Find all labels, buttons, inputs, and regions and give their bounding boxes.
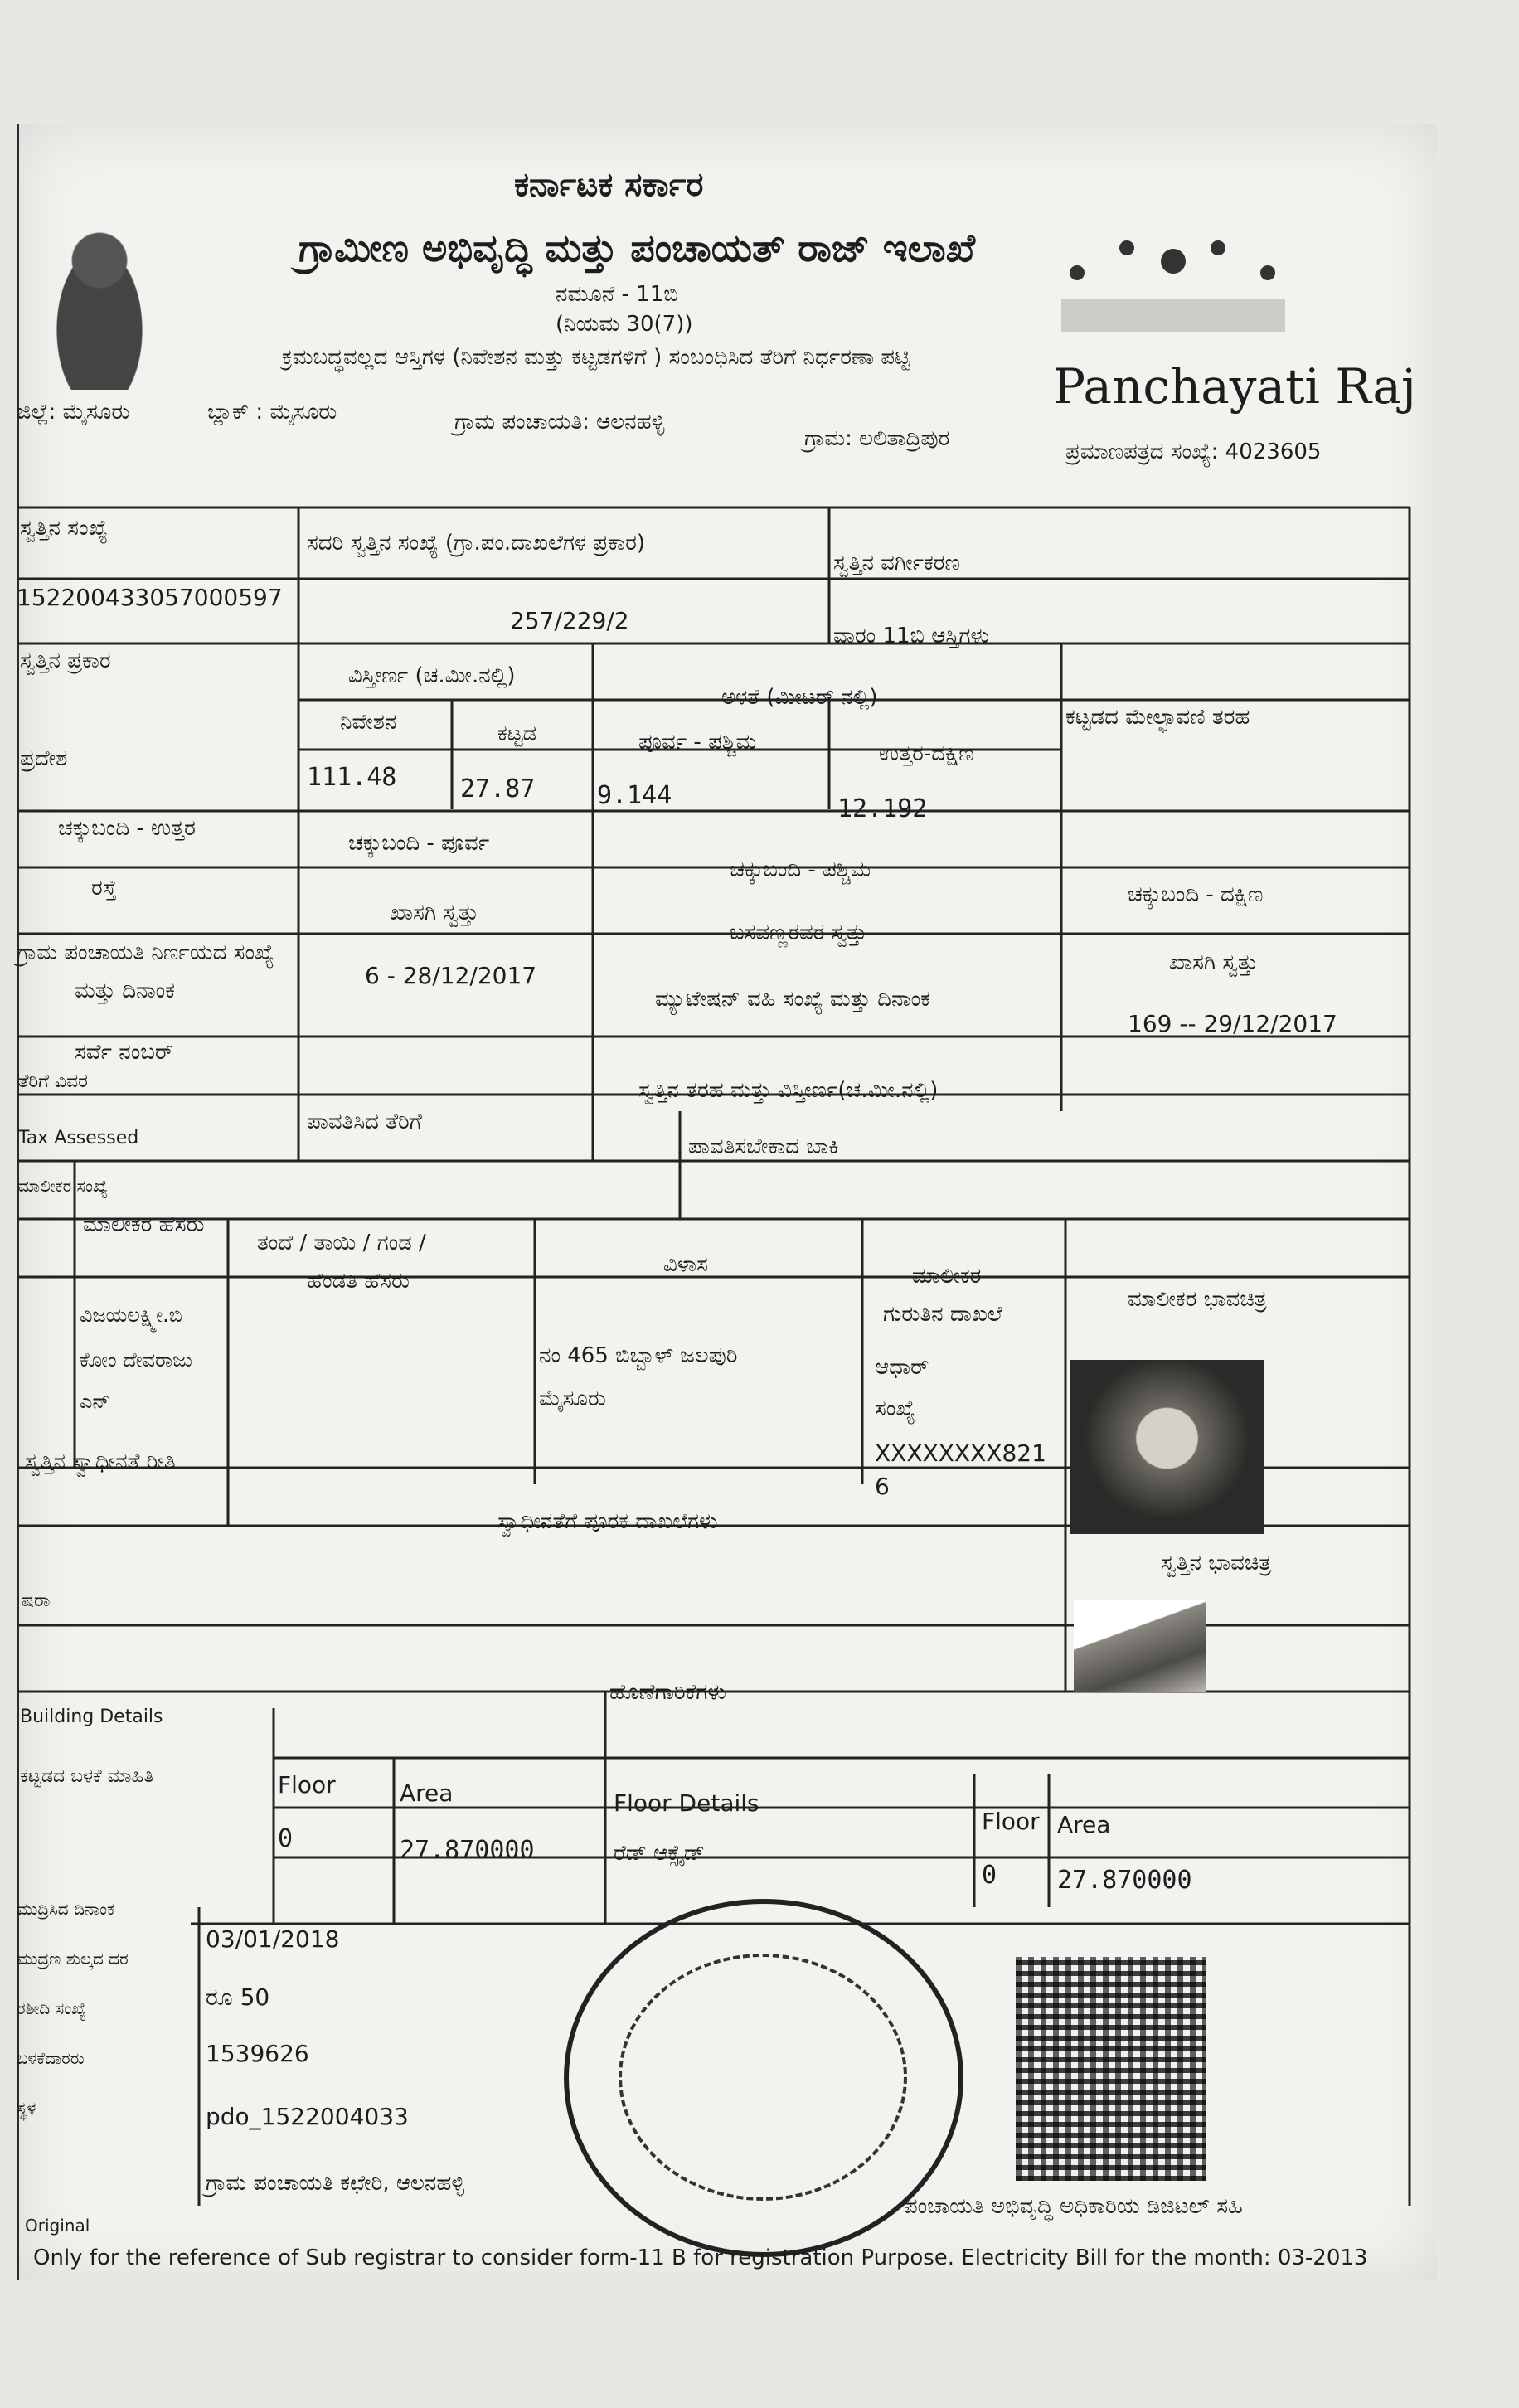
owner-id-3: XXXXXXXX821 <box>875 1439 1046 1467</box>
area-label: ವಿಸ್ತೀರ್ಣ (ಚ.ಮೀ.ನಲ್ಲಿ) <box>348 663 516 688</box>
right-floor-header: Floor <box>982 1808 1040 1835</box>
place-label: ಸ್ಥಳ <box>17 2098 36 2118</box>
north-boundary-label: ಚಕ್ಕುಬಂದಿ - ಉತ್ತರ <box>58 816 196 841</box>
department-title: ಗ್ರಾಮೀಣ ಅಭಿವೃದ್ಧಿ ಮತ್ತು ಪಂಚಾಯತ್ ರಾಜ್ ಇಲಾಖೆ <box>298 226 975 270</box>
floor-detail-value: ರೆಡ್ ಆಕ್ಸೈಡ್ <box>614 1841 705 1866</box>
village: ಗ್ರಾಮ: ಲಲಿತಾದ್ರಿಪುರ <box>804 426 950 451</box>
south-boundary-value: ಖಾಸಗಿ ಸ್ವತ್ತು <box>1169 950 1259 975</box>
building-area-value: 27.87 <box>460 774 536 803</box>
rule-number: (ನಿಯಮ 30(7)) <box>556 312 693 337</box>
measure-label: ಅಳತೆ (ಮೀಟರ್ ನಲ್ಲಿ) <box>721 685 878 710</box>
user-label: ಬಳಕೆದಾರರು <box>17 2048 85 2068</box>
tax-label: ತೆರಿಗೆ ವಿವರ <box>18 1071 88 1092</box>
east-west-value: 9.144 <box>597 781 672 810</box>
owner-name-label: ಮಾಲೀಕರ ಹೆಸರು <box>83 1212 205 1237</box>
property-photo-label: ಸ್ವತ್ತಿನ ಭಾವಚಿತ್ರ <box>1161 1551 1272 1575</box>
user-value: pdo_1522004033 <box>206 2103 409 2130</box>
print-date-value: 03/01/2018 <box>206 1925 340 1953</box>
tax-due-label: ಪಾವತಿಸಬೇಕಾದ ಬಾಕಿ <box>688 1134 839 1159</box>
sadari-value: 257/229/2 <box>510 607 629 634</box>
building-label: ಕಟ್ಟಡ <box>497 721 537 746</box>
resolution-value: 6 - 28/12/2017 <box>365 962 537 989</box>
original-mark: Original <box>25 2216 90 2236</box>
property-id-value: 152200433057000597 <box>17 584 283 611</box>
mutation-value: 169 -- 29/12/2017 <box>1128 1010 1337 1037</box>
office-value: ಗ್ರಾಮ ಪಂಚಾಯತಿ ಕಛೇರಿ, ಆಲನಹಳ್ಳಿ <box>206 2171 465 2196</box>
owner-name-2: ಕೋಂ ದೇವರಾಜು <box>80 1348 192 1371</box>
tax-assessed-label: Tax Assessed <box>18 1128 139 1148</box>
relation-label-2: ಹೆಂಡತಿ ಹೆಸರು <box>307 1269 410 1294</box>
property-type-label: ಸ್ವತ್ತಿನ ಪ್ರಕಾರ <box>20 648 111 673</box>
floor-details-header: Floor Details <box>614 1789 760 1817</box>
form-number: ನಮೂನೆ - 11ಬಿ <box>556 282 678 307</box>
resolution-date-label: ಮತ್ತು ದಿನಾಂಕ <box>75 978 175 1003</box>
roof-type-label: ಕಟ್ಟಡದ ಮೇಲ್ಛಾವಣಿ ತರಹ <box>1065 705 1250 730</box>
owner-photo <box>1070 1360 1264 1534</box>
north-south-label: ಉತ್ತರ-ದಕ್ಷಿಣ <box>879 741 974 766</box>
resolution-label: ಗ್ರಾಮ ಪಂಚಾಯತಿ ನಿರ್ಣಯದ ಸಂಖ್ಯೆ <box>17 940 274 965</box>
floor-value: 0 <box>278 1824 294 1853</box>
building-details-label: Building Details <box>20 1706 163 1727</box>
floor-header: Floor <box>278 1771 336 1799</box>
receipt-value: 1539626 <box>206 2040 309 2067</box>
sadari-label: ಸದರಿ ಸ್ವತ್ತಿನ ಸಂಖ್ಯೆ (ಗ್ರಾ.ಪಂ.ದಾಖಲೆಗಳ ಪ್ರಕಾರ) <box>307 531 645 556</box>
owner-id-label: ಮಾಲೀಕರ <box>912 1264 982 1289</box>
survey-number-label: ಸರ್ವೆ ನಂಬರ್ <box>75 1040 174 1065</box>
tax-paid-label: ಪಾವತಿಸಿದ ತೆರಿಗೆ <box>307 1109 422 1134</box>
east-west-label: ಪೂರ್ವ - ಪಶ್ಚಿಮ <box>638 730 757 755</box>
north-south-value: 12.192 <box>837 794 928 823</box>
site-label: ನಿವೇಶನ <box>340 710 397 735</box>
classification-label: ಸ್ವತ್ತಿನ ವರ್ಗೀಕರಣ <box>833 551 960 575</box>
panchayati-raj-text: Panchayati Raj <box>1053 358 1416 415</box>
west-boundary-label: ಚಕ್ಕುಬಂದಿ - ಪಶ್ಚಿಮ <box>730 857 871 882</box>
gram-panchayat: ಗ್ರಾಮ ಪಂಚಾಯತಿ: ಆಲನಹಳ್ಳಿ <box>454 410 665 435</box>
print-fee-value: ರೂ 50 <box>206 1983 270 2011</box>
registration-note: Only for the reference of Sub registrar to consider form-11 B for registration Purpose. Electricity Bill for the month: 03-2013 <box>33 2245 1368 2270</box>
form-subtitle: ಕ್ರಮಬದ್ಧವಲ್ಲದ ಆಸ್ತಿಗಳ (ನಿವೇಶನ ಮತ್ತು ಕಟ್ಟಡಗಳಿಗೆ ) ಸಂಬಂಧಿಸಿದ ತೆರಿಗೆ ನಿರ್ಧರಣಾ ಪಟ್ಟಿ <box>282 345 910 370</box>
qr-code <box>1016 1957 1206 2181</box>
south-boundary-label: ಚಕ್ಕುಬಂದಿ - ದಕ್ಷಿಣ <box>1128 882 1264 907</box>
site-area-value: 111.48 <box>307 763 397 792</box>
area-header: Area <box>400 1779 454 1807</box>
area-row-label: ಪ್ರದೇಶ <box>20 746 68 771</box>
district: ಜಿಲ್ಲೆ: ಮೈಸೂರು <box>17 400 130 425</box>
print-date-label: ಮುದ್ರಿಸಿದ ದಿನಾಂಕ <box>17 1899 115 1919</box>
right-area-value: 27.870000 <box>1057 1866 1192 1895</box>
relation-label: ತಂದೆ / ತಾಯಿ / ಗಂಡ / <box>257 1231 426 1255</box>
property-photo <box>1074 1600 1206 1692</box>
govt-title: ಕರ್ನಾಟಕ ಸರ್ಕಾರ <box>514 166 704 204</box>
address-label: ವಿಳಾಸ <box>663 1252 708 1277</box>
owner-address-1: ನಂ 465 ಬಿಬ್ಬಾಳ್ ಜಲಪುರಿ <box>539 1343 738 1368</box>
mutation-label: ಮ್ಯುಟೇಷನ್ ವಹಿ ಸಂಖ್ಯೆ ಮತ್ತು ದಿನಾಂಕ <box>655 987 930 1012</box>
east-boundary-label: ಚಕ್ಕುಬಂದಿ - ಪೂರ್ವ <box>348 831 490 856</box>
right-area-header: Area <box>1057 1811 1111 1838</box>
digital-signature: ಪಂಚಾಯತಿ ಅಭಿವೃದ್ಧಿ ಅಧಿಕಾರಿಯ ಡಿಜಿಟಲ್ ಸಹಿ <box>904 2194 1243 2219</box>
west-boundary-value: ಬಸವಣ್ಣರವರ ಸ್ವತ್ತು <box>730 920 867 945</box>
north-boundary-value: ರಸ್ತೆ <box>91 876 117 901</box>
supporting-docs-label: ಸ್ವಾಧೀನತೆಗೆ ಪೂರಕ ದಾಖಲೆಗಳು <box>497 1509 718 1534</box>
ownership-method-label: ಸ್ವತ್ತಿನ ಸ್ವಾಧೀನತೆ ರೀತಿ <box>25 1449 176 1474</box>
building-usage-label: ಕಟ್ಟಡದ ಬಳಕೆ ಮಾಹಿತಿ <box>20 1766 154 1787</box>
owner-serial-label: ಮಾಲೀಕರ ಸಂಖ್ಯೆ <box>18 1176 109 1196</box>
remarks-label: ಷರಾ <box>22 1590 51 1611</box>
right-floor-value: 0 <box>982 1861 997 1890</box>
property-id-label: ಸ್ವತ್ತಿನ ಸಂಖ್ಯೆ <box>20 516 109 541</box>
owner-photo-label: ಮಾಲೀಕರ ಭಾವಚಿತ್ರ <box>1128 1287 1267 1312</box>
block: ಬ್ಲಾಕ್ : ಮೈಸೂರು <box>207 400 337 425</box>
certificate-number: ಪ್ರಮಾಣಪತ್ರದ ಸಂಖ್ಯೆ: 4023605 <box>1065 439 1322 464</box>
nature-area-label: ಸ್ವತ್ತಿನ ತರಹ ಮತ್ತು ವಿಸ್ತೀರ್ಣ(ಚ.ಮೀ.ನಲ್ಲಿ) <box>638 1078 939 1103</box>
classification-value: ವಾರಂ 11ಬಿ ಆಸ್ತಿಗಳು <box>833 624 989 648</box>
owner-id-4: 6 <box>875 1473 890 1500</box>
owner-name-3: ಎನ್ <box>80 1390 110 1413</box>
owner-address-2: ಮೈಸೂರು <box>539 1386 606 1411</box>
east-boundary-value: ಖಾಸಗಿ ಸ್ವತ್ತು <box>390 901 479 925</box>
owner-id-label-2: ಗುರುತಿನ ದಾಖಲೆ <box>883 1302 1002 1327</box>
area-value: 27.870000 <box>400 1836 535 1865</box>
owner-id-2: ಸಂಖ್ಯೆ <box>875 1396 915 1421</box>
liabilities-label: ಹೊಣೆಗಾರಿಕೆಗಳು <box>609 1680 726 1705</box>
receipt-label: ರಶೀದಿ ಸಂಖ್ಯೆ <box>17 1998 87 2018</box>
owner-name-1: ವಿಜಯಲಕ್ಷ್ಮೀ.ಬಿ <box>80 1304 182 1327</box>
owner-id-1: ಆಧಾರ್ <box>875 1355 929 1380</box>
print-fee-label: ಮುದ್ರಣ ಶುಲ್ಕದ ದರ <box>17 1949 129 1969</box>
